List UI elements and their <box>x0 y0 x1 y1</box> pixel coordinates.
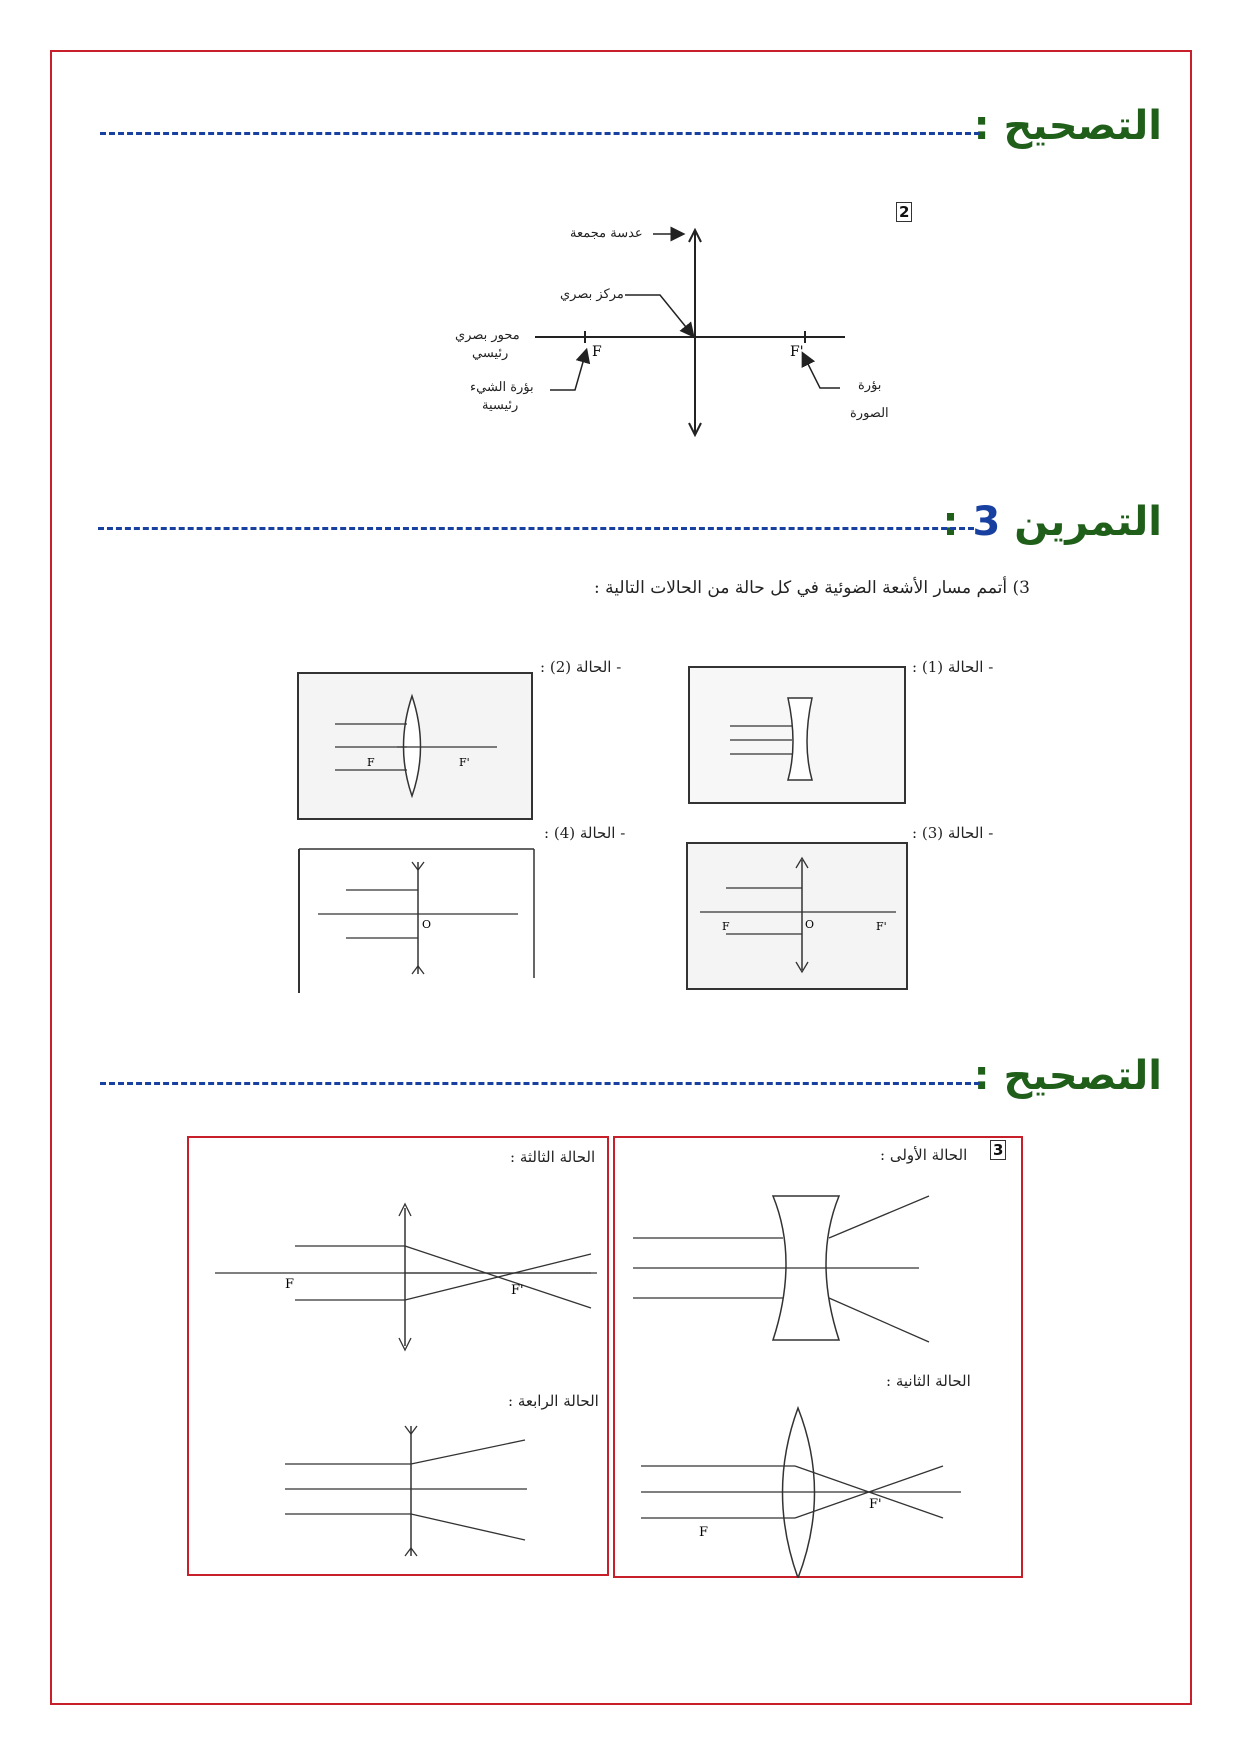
label-image-focus-1: بؤرة <box>858 378 882 393</box>
case-3-F-prime: F' <box>876 920 887 933</box>
answer-3-F: F <box>285 1277 295 1292</box>
question-text: 3) أتمم مسار الأشعة الضوئية في كل حالة من الحالات التالية : <box>594 578 1030 598</box>
answer-3-F-prime: F' <box>511 1283 524 1298</box>
correction-heading-2 <box>974 1054 1162 1098</box>
label-optical-center: مركز بصري <box>560 287 624 302</box>
case-3-diagram <box>686 842 908 990</box>
label-object-focus-2: رئيسية <box>482 398 519 413</box>
focus-F-prime-label: F' <box>790 344 804 360</box>
label-converging-lens: عدسة مجمعة <box>570 226 643 241</box>
answer-left-panel <box>187 1136 609 1576</box>
answer-2-F: F <box>699 1525 709 1540</box>
answer-first-label: الحالة الأولى : <box>880 1146 968 1164</box>
case-4-diagram <box>298 848 536 994</box>
heading-divider-2 <box>98 527 974 530</box>
label-object-focus-1: بؤرة الشيء <box>470 380 534 395</box>
answer-third-label: الحالة الثالثة : <box>510 1148 596 1166</box>
answer-second-label: الحالة الثانية : <box>886 1372 971 1390</box>
correction-heading-1 <box>974 104 1162 148</box>
exercise-heading-word: التمرين <box>1014 499 1162 545</box>
answer-fourth-label: الحالة الرابعة : <box>508 1392 599 1410</box>
label-main-axis-2: رئيسي <box>472 346 509 361</box>
exercise-heading <box>943 500 1163 544</box>
case-4-O: O <box>422 918 432 931</box>
figure-1-number: 2 <box>896 202 912 222</box>
label-main-axis-1: محور بصري <box>455 328 520 343</box>
case-2-diagram <box>297 672 533 820</box>
correction-heading-1-text: التصحيح : <box>973 103 1162 149</box>
focus-F-label: F <box>592 344 602 360</box>
answers-number: 3 <box>990 1140 1006 1160</box>
answer-right-panel <box>613 1136 1023 1578</box>
case-2-F: F <box>367 756 375 769</box>
case-2-label: - الحالة (2) : <box>540 658 622 676</box>
case-4-label: - الحالة (4) : <box>544 824 626 842</box>
answer-2-F-prime: F' <box>869 1497 882 1512</box>
exercise-heading-colon: : <box>942 499 959 545</box>
heading-divider-1 <box>100 132 980 135</box>
case-1-label: - الحالة (1) : <box>912 658 994 676</box>
label-image-focus-2: الصورة <box>850 406 889 421</box>
correction-heading-2-text: التصحيح : <box>973 1053 1162 1099</box>
case-3-O: O <box>805 918 815 931</box>
heading-divider-3 <box>100 1082 980 1085</box>
case-3-F: F <box>722 920 730 933</box>
case-1-diagram <box>688 666 906 804</box>
exercise-heading-number: 3 <box>972 499 1001 545</box>
case-3-label: - الحالة (3) : <box>912 824 994 842</box>
case-2-F-prime: F' <box>459 756 470 769</box>
